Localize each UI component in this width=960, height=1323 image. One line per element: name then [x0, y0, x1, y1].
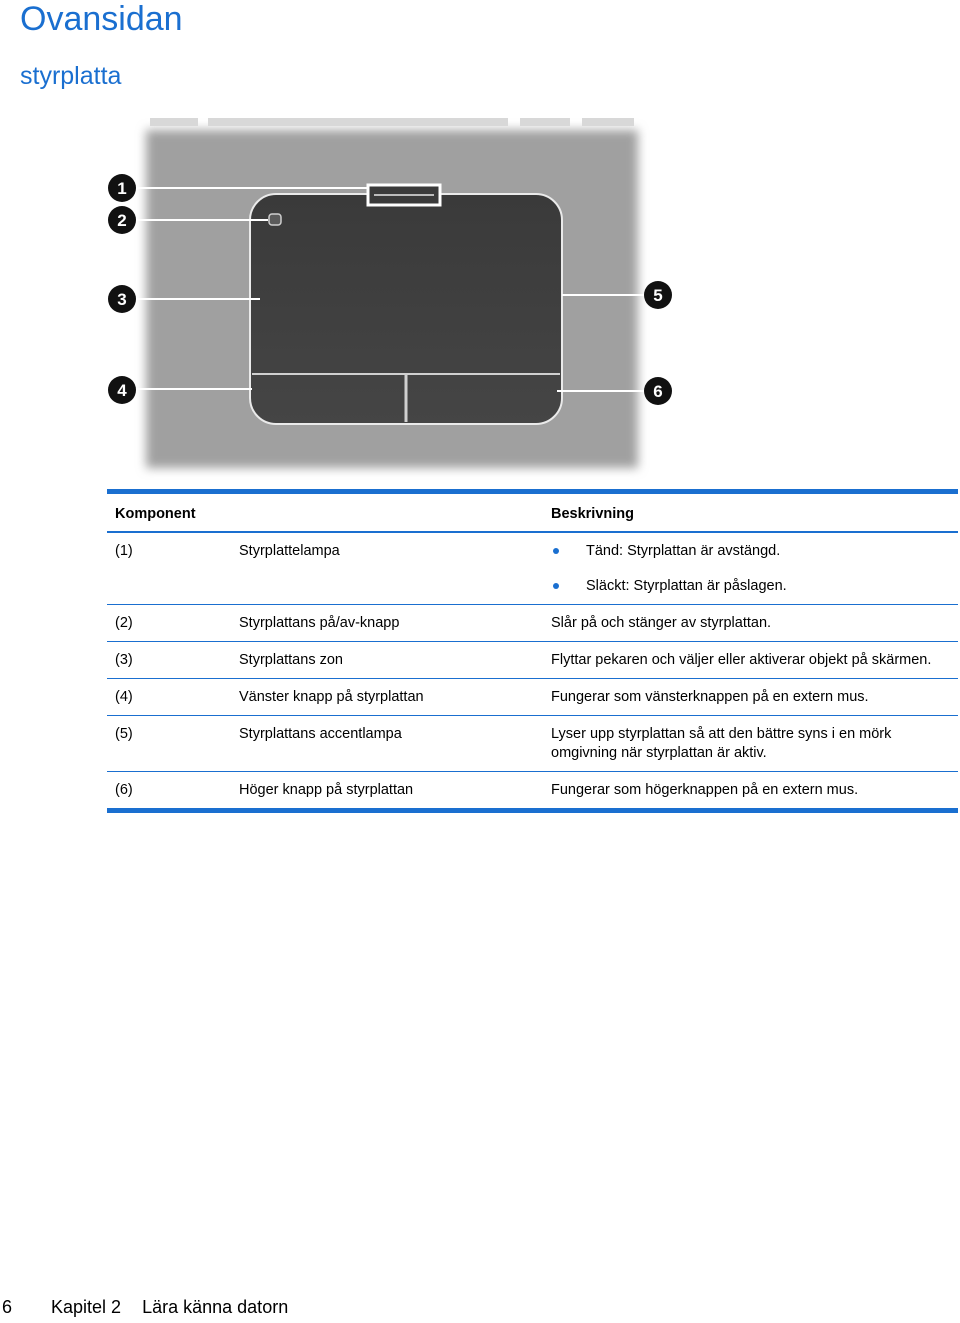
row-component: Styrplattans zon [239, 652, 343, 668]
touchpad-illustration [100, 110, 680, 480]
touchpad-onoff-button [269, 214, 281, 225]
list-item: Släckt: Styrplattan är påslagen. [551, 577, 950, 596]
row-description: Slår på och stänger av styrplattan. [551, 615, 772, 631]
table-header-row [107, 492, 958, 533]
header-description: Beskrivning [551, 506, 634, 522]
table-row [107, 772, 958, 811]
row-description: Fungerar som vänsterknappen på en extern mus. [551, 689, 869, 705]
row-component: Styrplattelampa [239, 543, 340, 559]
svg-text:3: 3 [117, 290, 127, 309]
row-description [543, 532, 958, 605]
row-number: (3) [115, 652, 133, 668]
callout-3 [108, 285, 136, 313]
chapter-label: Kapitel 2 [51, 1297, 122, 1317]
svg-text:5: 5 [653, 286, 663, 305]
row-description: Lyser upp styrplattan så att den bättre syns i en mörk omgivning när styrplattan är aktiv. [551, 726, 892, 761]
row-description: Flyttar pekaren och väljer eller aktiverar objekt på skärmen. [551, 652, 932, 668]
table-row [107, 642, 958, 679]
row-number: (4) [115, 689, 133, 705]
row-component: Vänster knapp på styrplattan [239, 689, 424, 705]
row-component: Styrplattans accentlampa [239, 726, 402, 742]
table-row [107, 716, 958, 772]
svg-text:4: 4 [117, 381, 127, 400]
header-component: Komponent [115, 506, 196, 522]
chapter-title: Lära känna datorn [142, 1297, 289, 1317]
callout-1 [108, 174, 136, 202]
svg-text:1: 1 [117, 179, 127, 198]
row-component: Styrplattans på/av-knapp [239, 615, 400, 631]
row-description: Fungerar som högerknappen på en extern mus. [551, 782, 859, 798]
svg-text:6: 6 [653, 382, 663, 401]
page-title: Ovansidan [20, 0, 183, 38]
component-table [107, 489, 958, 813]
row-number: (6) [115, 782, 133, 798]
row-number: (5) [115, 726, 133, 742]
bullet-list [551, 542, 950, 596]
table-row [107, 605, 958, 642]
list-item: Tänd: Styrplattan är avstängd. [551, 542, 950, 561]
callout-2 [108, 206, 136, 234]
table-row [107, 532, 958, 605]
row-component: Höger knapp på styrplattan [239, 782, 414, 798]
row-number: (1) [115, 543, 133, 559]
page-number: 6 [2, 1297, 13, 1317]
callout-4 [108, 376, 136, 404]
table-row [107, 679, 958, 716]
callout-6 [644, 377, 672, 405]
callout-5 [644, 281, 672, 309]
page-footer [2, 1297, 288, 1318]
svg-text:2: 2 [117, 211, 127, 230]
row-number: (2) [115, 615, 133, 631]
section-title: styrplatta [20, 62, 122, 90]
